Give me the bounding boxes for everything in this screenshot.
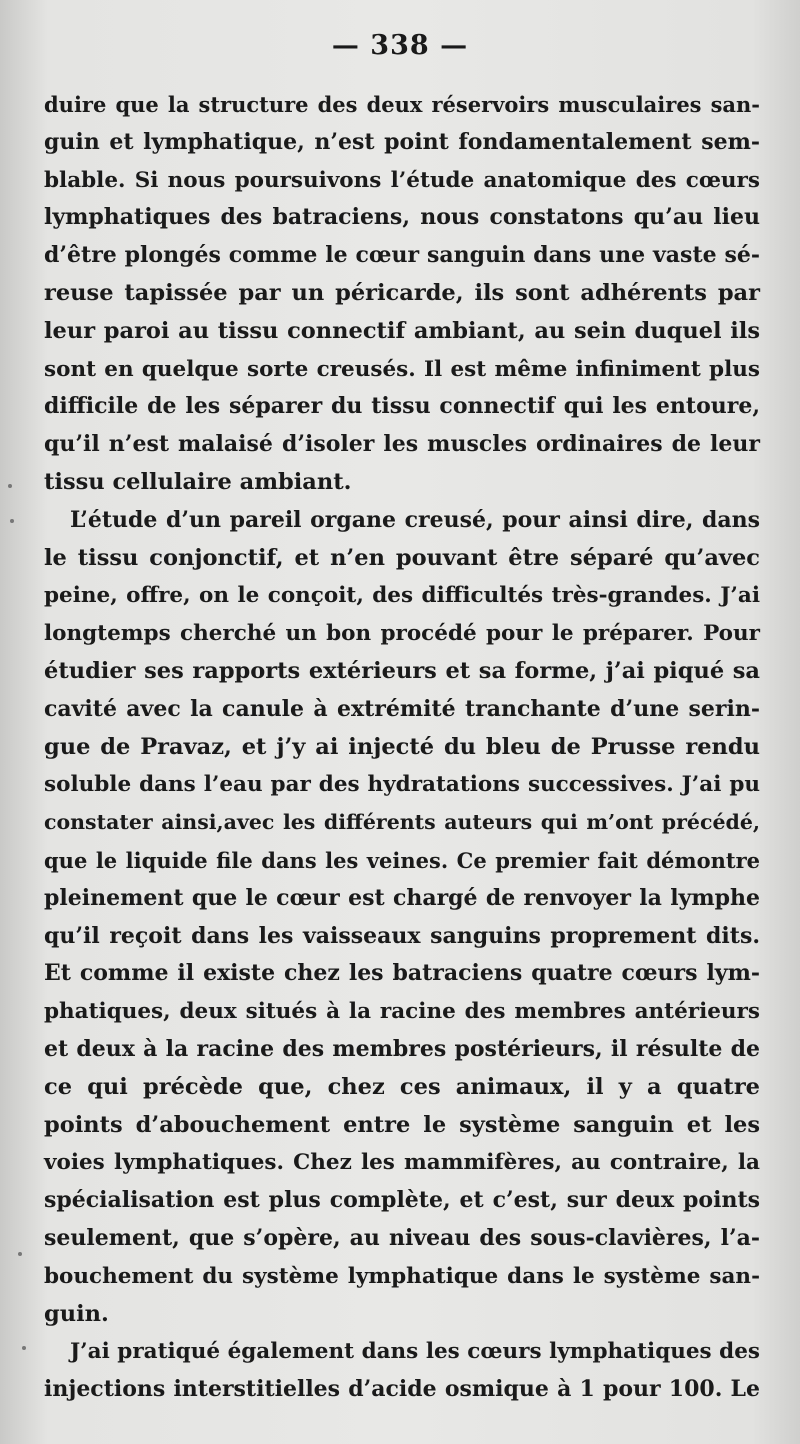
text-line: phatiques, deux situés à la racine des membres antérieurs <box>44 999 760 1025</box>
text-line: spécialisation est plus complète, et c’est, sur deux points <box>44 1187 760 1214</box>
text-line: guin et lymphatique, n’est point fondamentalement sem- <box>44 128 760 155</box>
text-line: points d’abouchement entre le système sanguin et les <box>44 1111 760 1138</box>
text-line: guin. <box>44 1300 109 1327</box>
ink-speck <box>8 484 12 488</box>
text-line: blable. Si nous poursuivons l’étude anatomique des cœurs <box>44 167 760 193</box>
text-line: que le liquide file dans les veines. Ce premier fait démontre <box>44 847 760 873</box>
text-line: étudier ses rapports extérieurs et sa forme, j’ai piqué sa <box>44 657 760 684</box>
text-line: et deux à la racine des membres postérieurs, il résulte de <box>44 1035 760 1062</box>
text-line: L’étude d’un pareil organe creusé, pour ainsi dire, dans <box>70 506 760 533</box>
text-line: voies lymphatiques. Chez les mammifères, au contraire, la <box>44 1150 760 1176</box>
text-line: qu’il n’est malaisé d’isoler les muscles ordinaires de leur <box>44 431 760 458</box>
text-line: seulement, que s’opère, au niveau des sous-clavières, l’a- <box>44 1224 760 1251</box>
ink-speck <box>18 1252 22 1256</box>
text-line: soluble dans l’eau par des hydratations successives. J’ai pu <box>44 772 760 798</box>
page-number: — 338 — <box>331 30 469 61</box>
text-line: injections interstitielles d’acide osmique à 1 pour 100. Le <box>44 1376 760 1403</box>
body-text <box>44 86 760 1409</box>
text-line: peine, offre, on le conçoit, des difficultés très-grandes. J’ai <box>44 583 760 609</box>
text-line: ce qui précède que, chez ces animaux, il y a quatre <box>44 1073 760 1100</box>
text-line: sont en quelque sorte creusés. Il est même infiniment plus <box>44 356 760 382</box>
text-line: tissu cellulaire ambiant. <box>44 468 352 495</box>
text-line: d’être plongés comme le cœur sanguin dans une vaste sé- <box>44 242 760 269</box>
ink-speck <box>10 519 14 523</box>
ink-speck <box>22 1346 26 1350</box>
text-line: difficile de les séparer du tissu connectif qui les entoure, <box>44 393 760 420</box>
text-line: pleinement que le cœur est chargé de renvoyer la lymphe <box>44 884 760 911</box>
text-line: Et comme il existe chez les batraciens quatre cœurs lym- <box>44 960 760 987</box>
text-line: longtemps cherché un bon procédé pour le préparer. Pour <box>44 621 760 647</box>
text-line: constater ainsi,avec les différents auteurs qui m’ont précédé, <box>44 810 760 835</box>
text-line: le tissu conjonctif, et n’en pouvant être séparé qu’avec <box>44 544 760 571</box>
text-line: cavité avec la canule à extrémité tranchante d’une serin- <box>44 695 760 722</box>
text-line: leur paroi au tissu connectif ambiant, au sein duquel ils <box>44 317 760 344</box>
text-line: reuse tapissée par un péricarde, ils sont adhérents par <box>44 279 760 306</box>
text-line: qu’il reçoit dans les vaisseaux sanguins proprement dits. <box>44 922 760 949</box>
text-line: duire que la structure des deux réservoirs musculaires san- <box>44 92 760 117</box>
text-line: lymphatiques des batraciens, nous constatons qu’au lieu <box>44 204 760 231</box>
text-line: gue de Pravaz, et j’y ai injecté du bleu de Prusse rendu <box>44 733 760 760</box>
text-line: bouchement du système lymphatique dans le système san- <box>44 1263 760 1289</box>
text-line: J’ai pratiqué également dans les cœurs lymphatiques des <box>70 1339 760 1365</box>
